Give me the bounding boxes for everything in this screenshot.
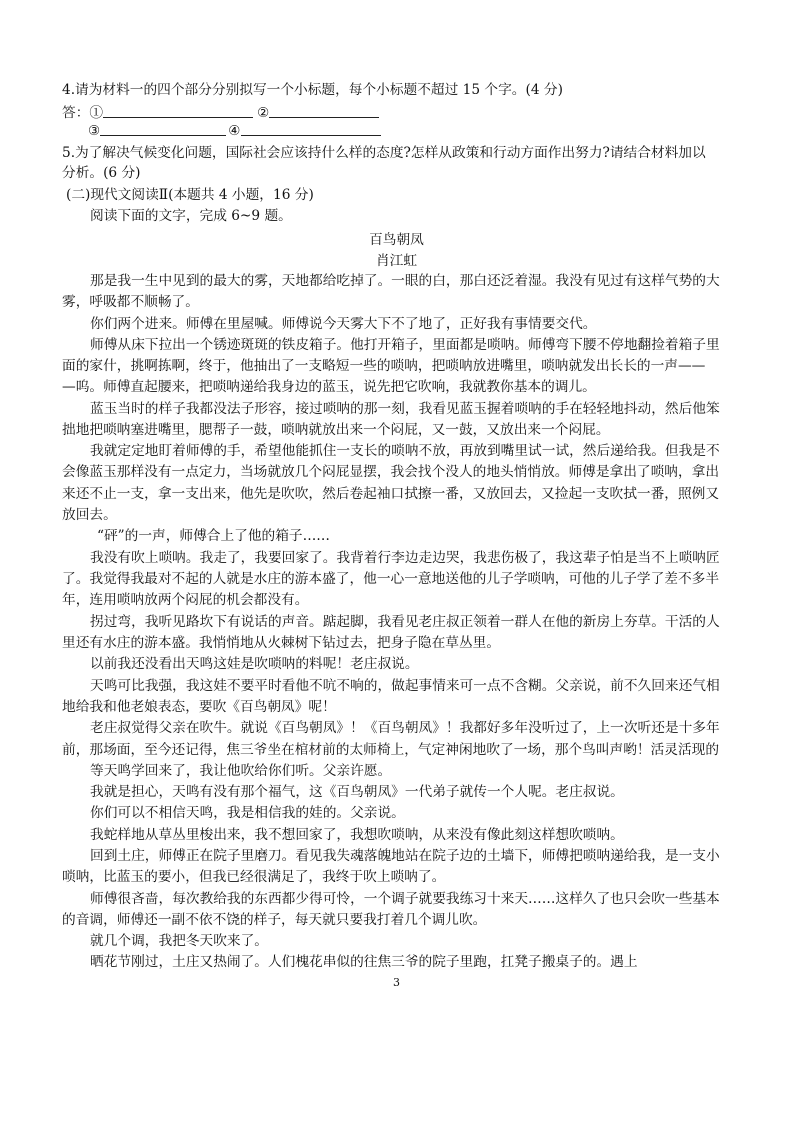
article-line: 蓝玉当时的样子我都没法子形容，接过唢呐的那一刻，我看见蓝玉握着唢呐的手在轻轻地抖动，然后他笨 [90, 401, 720, 417]
article-line: 放回去。 [62, 507, 117, 523]
article-line: 我蛇样地从草丛里梭出来，我不想回家了，我想吹唢呐，从来没有像此刻这样想吹唢呐。 [90, 827, 624, 843]
article-title: 百鸟朝凤 [369, 232, 424, 248]
article-line: 拐过弯，我听见路坎下有说话的声音。踮起脚，我看见老庄叔正领着一群人在他的新房上夯草。干活的人 [90, 614, 720, 630]
answer-mark-4: ④ [228, 123, 241, 139]
article-line: 前，那场面，至今还记得，焦三爷坐在棺材前的太师椅上，气定神闲地吹了一场，那个鸟叫声哟！活灵活现的 [62, 742, 720, 758]
article-line: 我就是担心，天鸣有没有那个福气，这《百鸟朝凤》一代弟子就传一个人呢。老庄叔说。 [90, 784, 624, 800]
article-line: 拙地把唢呐塞进嘴里，腮帮子一鼓，唢呐就放出来一个闷屁，又一鼓，又放出来一个闷屁。 [62, 422, 610, 438]
article-line: —呜。师傅直起腰来，把唢呐递给我身边的蓝玉，说先把它吹响，我就教你基本的调儿。 [62, 379, 596, 395]
article-line: 那是我一生中见到的最大的雾，天地都给吃掉了。一眼的白，那白还泛着湿。我没有见过有这样气势的大 [90, 273, 720, 289]
article-line: 以前我还没看出天鸣这娃是吹唢呐的料呢！老庄叔说。 [90, 656, 419, 672]
article-line: 天鸣可比我强，我这娃不要平时看他不吭不响的，做起事情来可一点不含糊。父亲说，前不久回来还气相 [90, 678, 720, 694]
article-line: 老庄叔觉得父亲在吹牛。就说《百鸟朝凤》！《百鸟朝凤》！我都好多年没听过了，上一次听还是十多年 [90, 720, 720, 736]
article-line: 会像蓝玉那样没有一点定力，当场就放几个闷屁显摆，我会找个没人的地头悄悄放。师傅是拿出了唢呐，拿出 [62, 464, 720, 480]
article-line: 回到土庄，师傅正在院子里磨刀。看见我失魂落魄地站在院子边的土墙下，师傅把唢呐递给我，是一支小 [90, 848, 720, 864]
answer-mark-1: ① [89, 105, 104, 121]
article-line: 地给我和他老娘表态，要吹《百鸟朝凤》呢！ [62, 699, 336, 715]
article-line: 晒花节刚过，土庄又热闹了。人们槐花串似的往焦三爷的院子里跑，扛凳子搬桌子的。遇上 [90, 954, 638, 970]
answer-blank-2[interactable] [269, 103, 379, 118]
article-line: 雾，呼吸都不顺畅了。 [62, 294, 199, 310]
answer-blank-4[interactable] [241, 121, 381, 136]
article-line: “砰”的一声，师傅合上了他的箱子…… [97, 528, 330, 544]
page-number: 3 [393, 976, 400, 989]
article-line: 年，连用唢呐放两个闷屁的机会都没有。 [62, 592, 309, 608]
article-author: 肖江虹 [375, 253, 418, 269]
article-line: 唢呐，比蓝玉的要小，但我已经很满足了，我终于吹上唢呐了。 [62, 869, 446, 885]
article-line: 我没有吹上唢呐。我走了，我要回家了。我背着行李边走边哭，我悲伤极了，我这辈子怕是当不上唢呐匠 [90, 550, 720, 566]
question-5-line-1: 5.为了解决气候变化问题，国际社会应该持什么样的态度?怎样从政策和行动方面作出努力?请结合材料加以 [62, 145, 706, 161]
question-4: 4.请为材料一的四个部分分别拟写一个小标题，每个小标题不超过 15 个字。(4 分) [62, 82, 563, 98]
answer-blank-3[interactable] [100, 121, 226, 136]
article-line: 的音调，师傅还一副不依不饶的样子，每天就只要我打着几个调儿吹。 [62, 912, 487, 928]
article-line: 了。我觉得我最对不起的人就是水庄的游本盛了，他一心一意地送他的儿子学唢呐，可他的儿子学了差不多半 [62, 571, 720, 587]
article-line: 我就定定地盯着师傅的手，希望他能抓住一支长的唢呐不放，再放到嘴里试一试，然后递给我。但我是不 [90, 443, 720, 459]
answer-label: 答： [62, 105, 90, 121]
section-heading: (二)现代文阅读Ⅱ(本题共 4 小题，16 分) [66, 187, 314, 203]
article-line: 面的家什，挑啊拣啊，终于，他抽出了一支略短一些的唢呐，把唢呐放进嘴里，唢呐就发出长长的一声—— [62, 358, 706, 374]
article-line: 里还有水庄的游本盛。我悄悄地从火棘树下钻过去，把身子隐在草丛里。 [62, 635, 501, 651]
article-line: 等天鸣学回来了，我让他吹给你们听。父亲许愿。 [90, 763, 392, 779]
answer-row-2 [88, 121, 381, 141]
answer-blank-1[interactable] [103, 103, 253, 118]
question-5-line-2: 分析。(6 分) [62, 165, 141, 181]
article-line: 来还不止一支，拿一支出来，他先是吹吹，然后卷起袖口拭擦一番，又放回去，又捡起一支吹拭一番，照例又 [62, 486, 720, 502]
article-line: 就几个调，我把冬天吹来了。 [90, 933, 268, 949]
answer-mark-2: ② [257, 105, 270, 121]
article-line: 你们可以不相信天鸣，我是相信我的娃的。父亲说。 [90, 805, 405, 821]
article-line: 师傅很吝啬，每次教给我的东西都少得可怜，一个调子就要我练习十来天……这样久了也只会吹一些基本 [90, 891, 720, 907]
article-line: 你们两个进来。师傅在里屋喊。师傅说今天雾大下不了地了，正好我有事情要交代。 [90, 316, 597, 332]
answer-mark-3: ③ [88, 123, 101, 139]
section-instruction: 阅读下面的文字，完成 6~9 题。 [90, 208, 292, 224]
article-line: 师傅从床下拉出一个锈迹斑斑的铁皮箱子。他打开箱子，里面都是唢呐。师傅弯下腰不停地翻捡着箱子里 [90, 337, 720, 353]
answer-row-1 [62, 103, 379, 123]
